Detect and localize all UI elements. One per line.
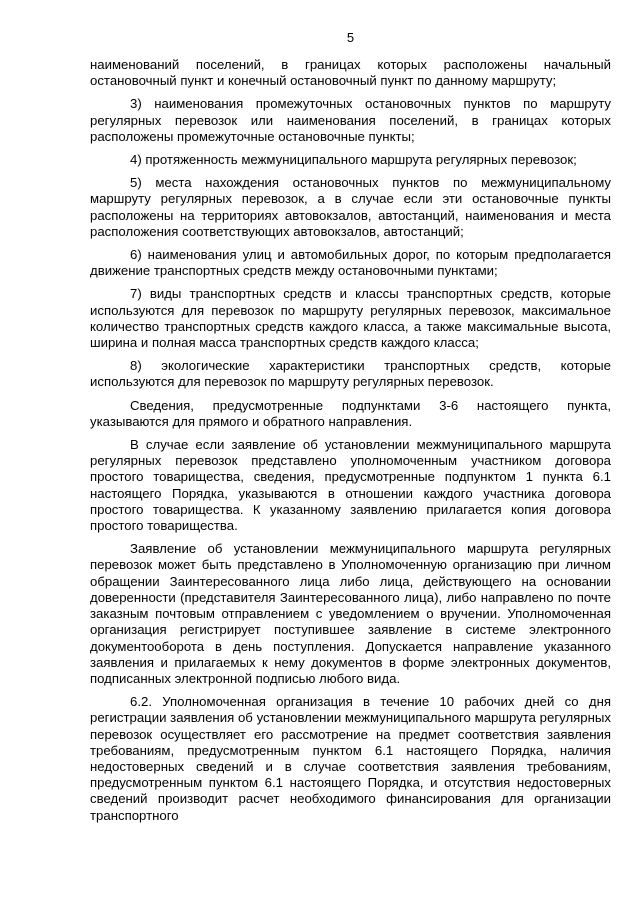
paragraph-item-6: 6) наименования улиц и автомобильных дорог, по которым предполагается движение транспортных средств между остановочными пунктами;	[90, 247, 611, 279]
paragraph-submission: Заявление об установлении межмуниципального маршрута регулярных перевозок может быть представлено в Уполномоченную организацию при личном обращении Заинтересованного лица либо лица, действующего на основании доверенности (представителя Заинтересованного лица), либо направлено по почте заказным почтовым отправлением с уведомлением о вручении. Уполномоченная организация регистрирует поступившее заявление в системе электронного документооборота в день поступления. Допускается направление указанного заявления и прилагаемых к нему документов в форме электронных документов, подписанных электронной подписью любого вида.	[90, 541, 611, 686]
paragraph-continuation: наименований поселений, в границах которых расположены начальный остановочный пункт и конечный остановочный пункт по данному маршруту;	[90, 57, 611, 89]
paragraph-item-8: 8) экологические характеристики транспортных средств, которые используются для перевозок по маршруту регулярных перевозок.	[90, 358, 611, 390]
paragraph-item-3: 3) наименования промежуточных остановочных пунктов по маршруту регулярных перевозок или наименования поселений, в границах которых расположены промежуточные остановочные пункты;	[90, 96, 611, 144]
page-number: 5	[346, 30, 355, 45]
paragraph-6-2: 6.2. Уполномоченная организация в течение 10 рабочих дней со дня регистрации заявления об установлении межмуниципального маршрута регулярных перевозок осуществляет его рассмотрение на предмет соответствия заявления требованиям, предусмотренным пунктом 6.1 настоящего Порядка, наличия недостоверных сведений и в случае соответствия заявления требованиям, предусмотренным пунктом 6.1 настоящего Порядка, и отсутствия недостоверных сведений производит расчет необходимого финансирования для организации транспортного	[90, 694, 611, 823]
paragraph-directions: Сведения, предусмотренные подпунктами 3-6 настоящего пункта, указываются для прямого и обратного направления.	[90, 397, 611, 429]
paragraph-item-5: 5) места нахождения остановочных пунктов по межмуниципальному маршруту регулярных перевозок, а в случае если эти остановочные пункты расположены на территориях автовокзалов, автостанций, наименования и места расположения соответствующих автовокзалов, автостанций;	[90, 175, 611, 239]
paragraph-item-4: 4) протяженность межмуниципального маршрута регулярных перевозок;	[130, 152, 577, 168]
paragraph-partnership: В случае если заявление об установлении межмуниципального маршрута регулярных перевозок представлено уполномоченным участником договора простого товарищества, сведения, предусмотренные подпунктом 1 пункта 6.1 настоящего Порядка, указываются в отношении каждого участника договора простого товарищества. К указанному заявлению прилагается копия договора простого товарищества.	[90, 437, 611, 534]
paragraph-item-7: 7) виды транспортных средств и классы транспортных средств, которые используются для перевозок по маршруту регулярных перевозок, максимальное количество транспортных средств каждого класса, а также максимальные высота, ширина и полная масса транспортных средств каждого класса;	[90, 286, 611, 351]
